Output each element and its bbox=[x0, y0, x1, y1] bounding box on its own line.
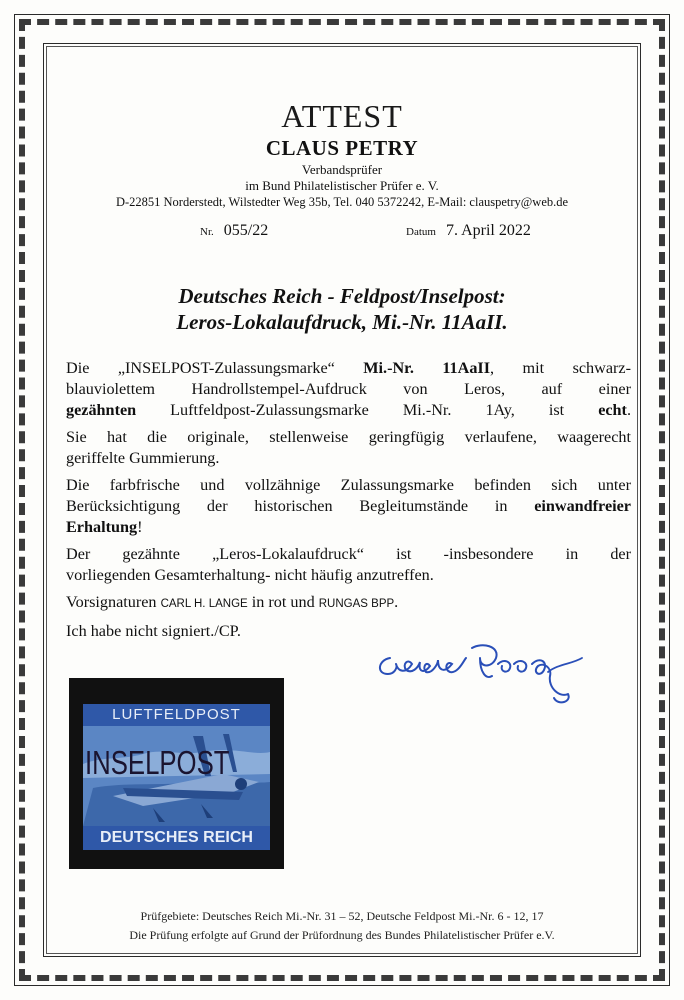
examiner-role: Verbandsprüfer bbox=[301, 162, 383, 177]
examiner-name: CLAUS PETRY bbox=[265, 136, 419, 160]
signature-lange: CARL H. LANGE bbox=[160, 598, 248, 610]
date-label: Datum bbox=[406, 226, 436, 238]
certificate-body bbox=[66, 358, 631, 648]
paragraph-gum: Sie hat die originale, stellenweise geringfügig verlaufene, waagerecht geriffelte Gummierung. bbox=[66, 428, 631, 467]
paragraph-authenticity: Die „INSELPOST-Zulassungsmarke“ Mi.-Nr. 11AaII, mit schwarz- blauviolettem Handrollstempel-Aufdruck von Leros, auf einer gezähnten Luftfeldpost-Zulassungsmarke Mi.-Nr. 1Ay, ist echt. bbox=[66, 359, 631, 419]
examiner-association: im Bund Philatelistischer Prüfer e. V. bbox=[245, 178, 439, 193]
footer-regulation-note: Die Prüfung erfolgte auf Grund der Prüfordnung des Bundes Philatelistischer Prüfer e.V. bbox=[129, 928, 555, 942]
date-value: 7. April 2022 bbox=[445, 222, 531, 239]
signature-rungas: RUNGAS BPP bbox=[318, 598, 395, 610]
stamp-top-label: LUFTFELDPOST bbox=[83, 704, 270, 726]
number-value: 055/22 bbox=[223, 222, 269, 239]
stamp-design bbox=[83, 704, 270, 850]
number-label: Nr. bbox=[200, 226, 214, 238]
inselpost-overprint: INSELPOST bbox=[85, 744, 230, 781]
paragraph-rarity: Der gezähnte „Leros-Lokalaufdruck“ ist -insbesondere in der vorliegenden Gesamterhaltung- nicht häufig anzutreffen. bbox=[66, 545, 631, 584]
certificate-date bbox=[406, 222, 531, 240]
paragraph-presignatures: Vorsignaturen CARL H. LANGE in rot und RUNGAS BPP. bbox=[66, 593, 399, 611]
subject-heading-line-1: Deutsches Reich - Feldpost/Inselpost: bbox=[178, 284, 506, 308]
certificate-number bbox=[200, 222, 268, 240]
stamp-bottom-label: DEUTSCHES REICH bbox=[83, 826, 270, 850]
footer-examination-areas: Prüfgebiete: Deutsches Reich Mi.-Nr. 31 – 52, Deutsche Feldpost Mi.-Nr. 6 - 12, 17 bbox=[140, 909, 544, 923]
subject-heading-line-2: Leros-Lokalaufdruck, Mi.-Nr. 11AaII. bbox=[176, 310, 508, 334]
paragraph-not-signed: Ich habe nicht signiert./CP. bbox=[66, 622, 241, 640]
stamp-image bbox=[69, 678, 284, 869]
paragraph-condition: Die farbfrische und vollzähnige Zulassungsmarke befinden sich unter Berücksichtigung der historischen Begleitumstände in einwandfreier Erhaltung! bbox=[66, 476, 631, 536]
document-title: ATTEST bbox=[281, 98, 403, 134]
handwritten-signature bbox=[372, 628, 612, 708]
examiner-address: D-22851 Norderstedt, Wilstedter Weg 35b, Tel. 040 5372242, E-Mail: clauspetry@web.de bbox=[115, 195, 569, 209]
